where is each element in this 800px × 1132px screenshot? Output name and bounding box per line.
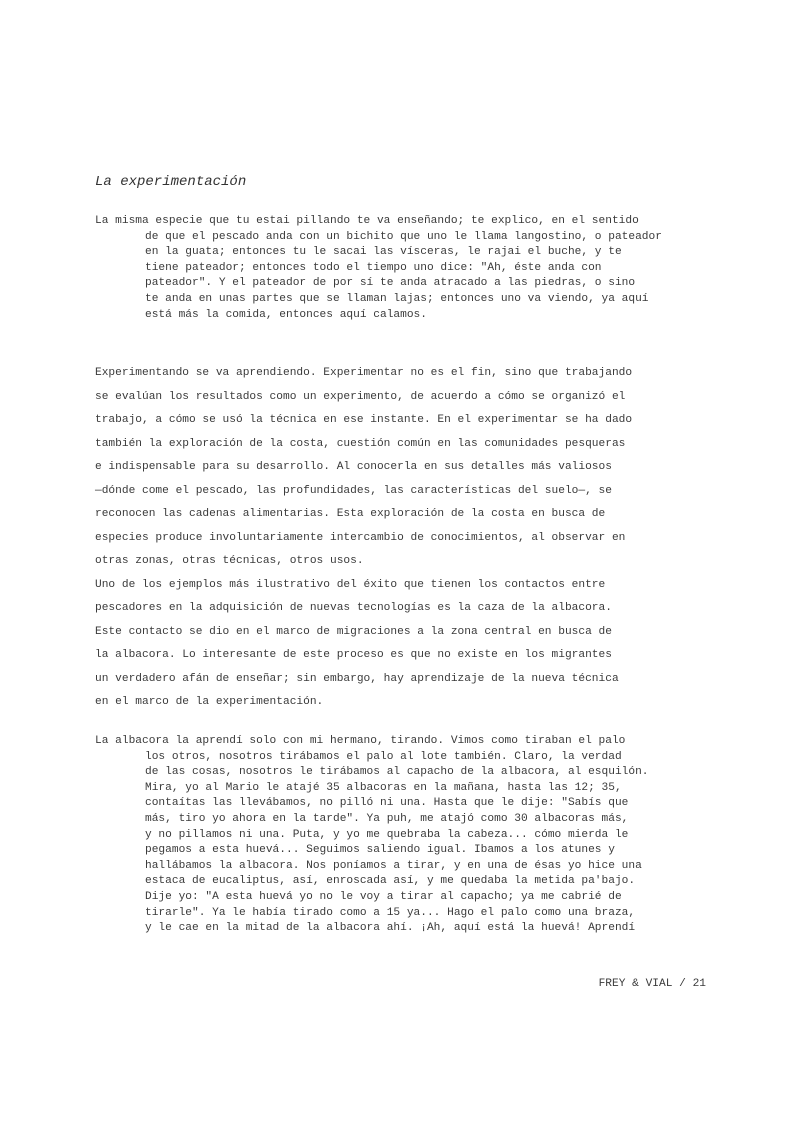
quote-line: tirarle". Ya le había tirado como a 15 ya... Hago el palo como una braza, <box>145 906 636 919</box>
body-line: e indispensable para su desarrollo. Al conocerla en sus detalles más valiosos <box>95 461 612 473</box>
body-line: otras zonas, otras técnicas, otros usos. <box>95 555 364 567</box>
quote-line: La albacora la aprendí solo con mi hermano, tirando. Vimos como tiraban el palo <box>95 735 626 747</box>
body-line: pescadores en la adquisición de nuevas tecnologías es la caza de la albacora. <box>95 602 612 614</box>
quote-line: y no pillamos ni una. Puta, y yo me quebraba la cabeza... cómo mierda le <box>145 828 629 841</box>
quote-line: está más la comida, entonces aquí calamos. <box>145 308 427 321</box>
body-line: Este contacto se dio en el marco de migraciones a la zona central en busca de <box>95 625 612 638</box>
quote-line: te anda en unas partes que se llaman lajas; entonces uno va viendo, ya aquí <box>145 292 649 305</box>
body-line: se evalúan los resultados como un experimento, de acuerdo a cómo se organizó el <box>95 390 626 403</box>
quote-line: y le cae en la mitad de la albacora ahí. ¡Ah, aquí está la huevá! Aprendí <box>145 922 636 935</box>
body-line: —dónde come el pescado, las profundidades, las características del suelo—, se <box>95 484 612 497</box>
body-line: trabajo, a cómo se usó la técnica en ese instante. En el experimentar se ha dado <box>95 414 633 426</box>
quote-line: en la guata; entonces tu le sacai las vísceras, le rajai el buche, y te <box>145 246 622 259</box>
body-line: Experimentando se va aprendiendo. Experimentar no es el fin, sino que trabajando <box>95 367 633 379</box>
body-line: la albacora. Lo interesante de este proceso es que no existe en los migrantes <box>95 649 612 661</box>
quote-line: de las cosas, nosotros le tirábamos al capacho de la albacora, al esquilón. <box>145 766 649 779</box>
page-footer: FREY & VIAL / 21 <box>598 978 706 990</box>
body-paragraphs <box>95 362 715 715</box>
quote-line: tiene pateador; entonces todo el tiempo uno dice: "Ah, éste anda con <box>145 261 602 274</box>
quote-line: hallábamos la albacora. Nos poníamos a tirar, y en una de ésas yo hice una <box>145 859 642 872</box>
body-line: reconocen las cadenas alimentarias. Esta exploración de la costa en busca de <box>95 508 606 520</box>
quote-line: de que el pescado anda con un bichito que uno le llama langostino, o pateador <box>145 230 662 243</box>
quote-line: La misma especie que tu estai pillando te va enseñando; te explico, en el sentido <box>95 215 639 227</box>
body-line: Uno de los ejemplos más ilustrativo del éxito que tienen los contactos entre <box>95 578 606 591</box>
quote-line: pegamos a esta huevá... Seguimos saliendo igual. Ibamos a los atunes y <box>145 844 615 857</box>
interview-quote-2 <box>95 734 715 937</box>
body-line: en el marco de la experimentación. <box>95 696 324 708</box>
quote-line: Mira, yo al Mario le atajé 35 albacoras en la mañana, hasta las 12; 35, <box>145 781 622 794</box>
interview-quote-1 <box>95 214 715 323</box>
quote-line: pateador". Y el pateador de por sí te anda atracado a las piedras, o sino <box>145 277 636 290</box>
quote-line: Dije yo: "A esta huevá yo no le voy a tirar al capacho; ya me cabrié de <box>145 890 622 903</box>
quote-line: contaítas las llevábamos, no pilló ni una. Hasta que le dije: "Sabís que <box>145 797 629 810</box>
body-line: un verdadero afán de enseñar; sin embargo, hay aprendizaje de la nueva técnica <box>95 672 619 685</box>
quote-line: los otros, nosotros tirábamos el palo al lote también. Claro, la verdad <box>145 750 622 763</box>
body-line: especies produce involuntariamente intercambio de conocimientos, al observar en <box>95 531 626 544</box>
quote-line: estaca de eucaliptus, así, enroscada así, y me quedaba la metida pa'bajo. <box>145 875 636 888</box>
quote-line: más, tiro yo ahora en la tarde". Ya puh, me atajó como 30 albacoras más, <box>145 812 629 825</box>
section-title: La experimentación <box>95 174 247 190</box>
body-line: también la exploración de la costa, cuestión común en las comunidades pesqueras <box>95 437 626 450</box>
